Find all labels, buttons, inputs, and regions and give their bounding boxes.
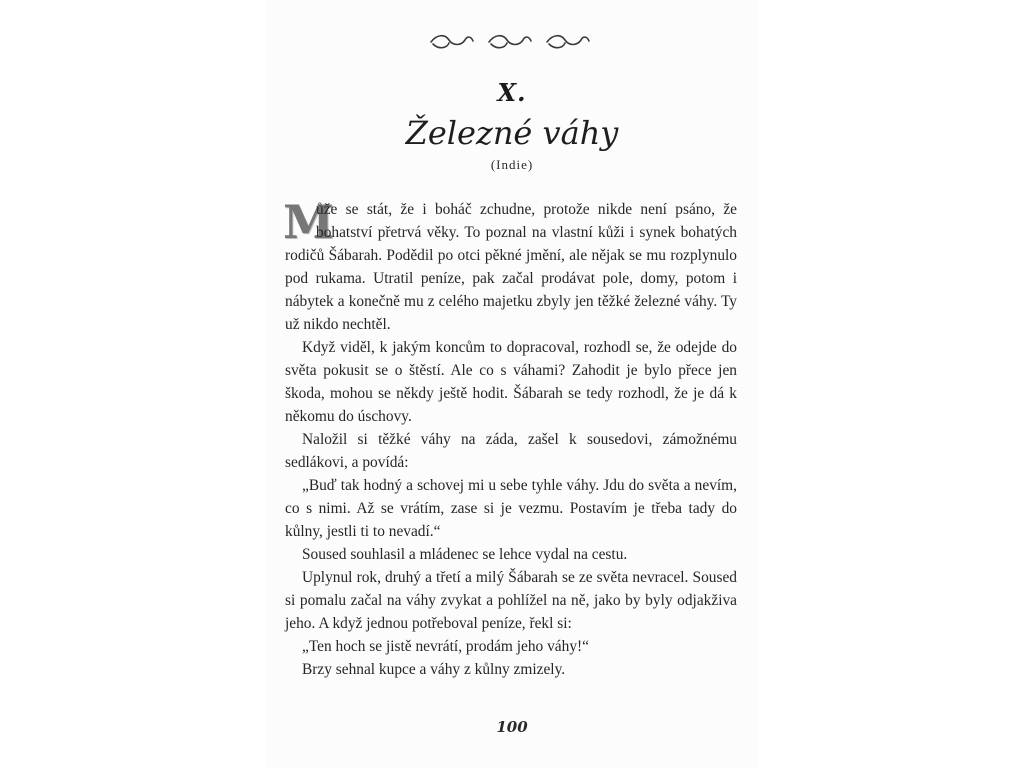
chapter-body [283,195,737,681]
chapter-subtitle: (Indie) [490,157,534,172]
paragraph: Soused souhlasil a mládenec se lehce vydal na cestu. [302,546,628,563]
chapter-title: Železné váhy [405,114,619,152]
paragraph: Naložil si těžké váhy na záda, zašel k sousedovi, zámožnému sedlákovi, a povídá: [285,431,737,471]
flourish-ornament [427,32,597,52]
paragraph: „Ten hoch se jistě nevrátí, prodám jeho váhy!“ [302,638,589,655]
paragraph: Uplynul rok, druhý a třetí a milý Šábarah se ze světa nevracel. Soused si pomalu začal na váhy zvykat a pohlížel na ně, jako by byly odjakživa jeho. A když jednou potřeboval peníze, řekl si: [285,569,737,632]
paragraph [283,195,737,336]
chapter-number: X. [497,78,527,107]
paragraph: Brzy sehnal kupce a váhy z kůlny zmizely. [302,661,566,678]
book-page [267,0,757,768]
paragraph: „Buď tak hodný a schovej mi u sebe tyhle váhy. Jdu do světa a nevím, co s nimi. Až se vrátím, zase si je vezmu. Postavím je třeba tady do kůlny, jestli ti to nevadí.“ [285,477,737,540]
paragraph: Když viděl, k jakým koncům to dopracoval, rozhodl se, že odejde do světa pokusit se o štěstí. Ale co s váhami? Zahodit je bylo přece jen škoda, mohou se někdy ještě hodit. Šábarah se tedy rozhodl, že je dá k někomu do úschovy. [285,339,737,425]
paragraph-text: ůže se stát, že i boháč zchudne, protože nikde není psáno, že bohatství přetrvá věky. To poznal na vlastní kůži i synek bohatých rodičů Šábarah. Podědil po otci pěkné jmění, ale nějak se mu rozplynulo pod rukama. Utratil peníze, pak začal prodávat pole, domy, potom i nábytek a konečně mu z celého majetku zbyly jen těžké železné váhy. Ty už nikdo nechtěl. [285,201,737,333]
page-number: 100 [496,718,528,736]
drop-cap: M [283,195,334,249]
